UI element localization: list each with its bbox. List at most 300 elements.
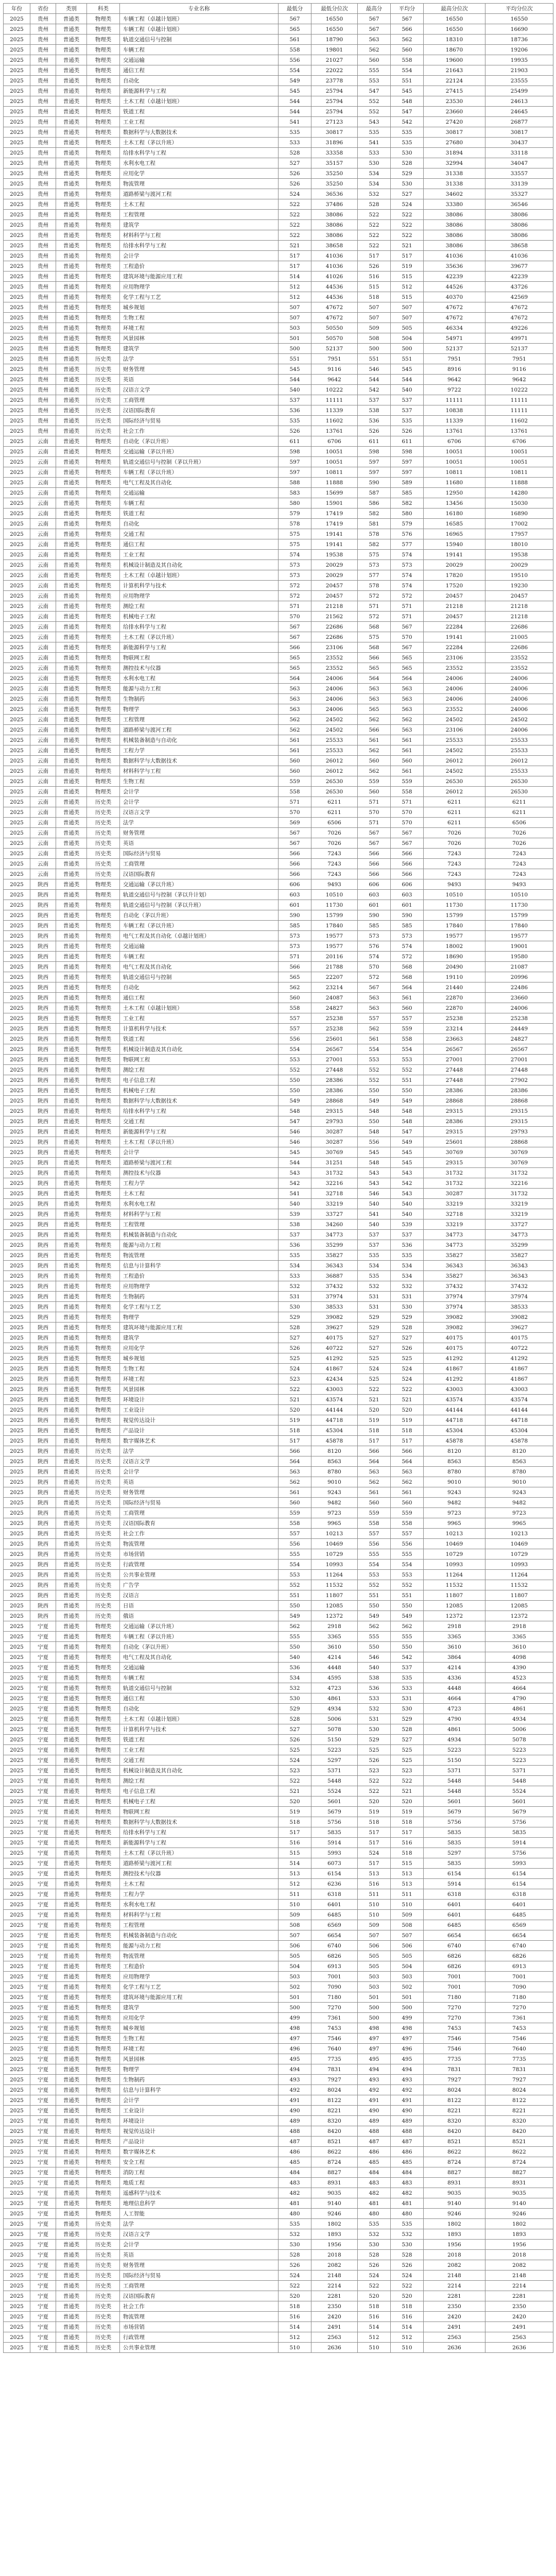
cell-year: 2025 [4, 1189, 30, 1199]
cell-category: 普通类 [56, 375, 87, 385]
cell-min-score: 532 [279, 1281, 311, 1292]
table-row [4, 1951, 553, 1961]
cell-subject-track: 物理类 [87, 1755, 120, 1766]
cell-max-rank: 35827 [424, 1250, 485, 1261]
cell-max-rank: 7735 [424, 2054, 485, 2064]
cell-major-name: 信息与计算科学 [120, 2085, 279, 2095]
cell-major-name: 自动化 [120, 76, 279, 86]
cell-avg-score: 500 [391, 2003, 424, 2013]
cell-avg-score: 559 [391, 1024, 424, 1034]
cell-year: 2025 [4, 2126, 30, 2137]
cell-max-score: 536 [358, 416, 391, 426]
cell-year: 2025 [4, 673, 30, 684]
header-min-rank: 最低分位次 [311, 4, 358, 14]
cell-year: 2025 [4, 1632, 30, 1642]
cell-year: 2025 [4, 405, 30, 416]
cell-max-rank: 10051 [424, 447, 485, 457]
cell-province: 贵州 [30, 323, 56, 333]
cell-subject-track: 物理类 [87, 1766, 120, 1776]
cell-avg-rank: 29793 [485, 1127, 553, 1137]
cell-max-rank: 41867 [424, 1364, 485, 1374]
cell-avg-rank: 32216 [485, 1178, 553, 1189]
cell-avg-score: 567 [391, 14, 424, 24]
cell-category: 普通类 [56, 879, 87, 890]
cell-avg-score: 545 [391, 1158, 424, 1168]
cell-max-rank: 8120 [424, 1446, 485, 1456]
cell-province: 贵州 [30, 405, 56, 416]
cell-year: 2025 [4, 2033, 30, 2044]
cell-category: 普通类 [56, 1292, 87, 1302]
cell-avg-rank: 27448 [485, 1065, 553, 1075]
cell-min-score: 565 [279, 972, 311, 982]
cell-province: 云南 [30, 560, 56, 570]
cell-province: 贵州 [30, 117, 56, 127]
cell-province: 宁夏 [30, 1663, 56, 1673]
cell-category: 普通类 [56, 1271, 87, 1281]
cell-major-name: 计算机科学与技术 [120, 1724, 279, 1735]
cell-max-score: 567 [358, 24, 391, 35]
cell-subject-track: 物理类 [87, 1013, 120, 1024]
cell-min-rank: 5914 [311, 1838, 358, 1848]
cell-subject-track: 物理类 [87, 45, 120, 55]
cell-avg-rank: 2420 [485, 2312, 553, 2322]
table-row [4, 1055, 553, 1065]
cell-province: 云南 [30, 694, 56, 704]
cell-max-rank: 26012 [424, 756, 485, 766]
cell-min-rank: 32216 [311, 1178, 358, 1189]
cell-subject-track: 物理类 [87, 2023, 120, 2033]
table-row [4, 1961, 553, 1972]
cell-avg-score: 493 [391, 2075, 424, 2085]
cell-province: 贵州 [30, 375, 56, 385]
cell-subject-track: 物理类 [87, 2054, 120, 2064]
cell-province: 陕西 [30, 1518, 56, 1529]
cell-province: 云南 [30, 632, 56, 642]
cell-min-score: 563 [279, 694, 311, 704]
cell-province: 陕西 [30, 1467, 56, 1477]
cell-avg-rank: 25533 [485, 735, 553, 745]
cell-min-score: 563 [279, 1467, 311, 1477]
cell-avg-rank: 12085 [485, 1601, 553, 1611]
cell-year: 2025 [4, 282, 30, 292]
table-row [4, 2270, 553, 2281]
cell-category: 普通类 [56, 1786, 87, 1797]
cell-min-score: 500 [279, 344, 311, 354]
cell-avg-rank: 6154 [485, 1869, 553, 1879]
cell-max-rank: 4448 [424, 1683, 485, 1693]
cell-max-score: 597 [358, 467, 391, 478]
cell-avg-score: 532 [391, 1281, 424, 1292]
table-row [4, 982, 553, 993]
cell-min-rank: 21218 [311, 601, 358, 612]
cell-subject-track: 历史类 [87, 1549, 120, 1560]
table-row [4, 766, 553, 776]
cell-year: 2025 [4, 1405, 30, 1415]
cell-max-rank: 11111 [424, 395, 485, 405]
cell-category: 普通类 [56, 467, 87, 478]
cell-avg-rank: 2214 [485, 2281, 553, 2291]
cell-max-rank: 4861 [424, 1724, 485, 1735]
cell-min-score: 579 [279, 509, 311, 519]
cell-max-score: 560 [358, 787, 391, 797]
cell-year: 2025 [4, 1611, 30, 1621]
cell-max-rank: 20457 [424, 591, 485, 601]
cell-max-rank: 5914 [424, 1879, 485, 1889]
cell-max-rank: 38086 [424, 241, 485, 251]
cell-year: 2025 [4, 1766, 30, 1776]
cell-category: 普通类 [56, 642, 87, 653]
cell-max-rank: 19600 [424, 55, 485, 65]
cell-avg-score: 521 [391, 1395, 424, 1405]
cell-major-name: 电子信息工程 [120, 1075, 279, 1086]
cell-avg-rank: 40722 [485, 1343, 553, 1353]
cell-avg-rank: 35299 [485, 1240, 553, 1250]
cell-province: 陕西 [30, 1075, 56, 1086]
cell-avg-rank: 8622 [485, 2147, 553, 2157]
cell-min-rank: 17419 [311, 519, 358, 529]
cell-category: 普通类 [56, 2137, 87, 2147]
table-row [4, 1858, 553, 1869]
table-row [4, 14, 553, 24]
cell-avg-rank: 5006 [485, 1724, 553, 1735]
cell-max-score: 483 [358, 2178, 391, 2188]
cell-avg-score: 567 [391, 622, 424, 632]
cell-subject-track: 物理类 [87, 251, 120, 261]
cell-max-score: 506 [358, 1941, 391, 1951]
cell-max-score: 566 [358, 1446, 391, 1456]
cell-min-score: 544 [279, 96, 311, 107]
cell-province: 陕西 [30, 1570, 56, 1580]
cell-major-name: 物联网工程 [120, 1807, 279, 1817]
cell-max-score: 585 [358, 921, 391, 931]
cell-min-score: 510 [279, 1900, 311, 1910]
cell-major-name: 工商管理 [120, 1508, 279, 1518]
cell-province: 陕西 [30, 890, 56, 900]
cell-max-rank: 8827 [424, 2167, 485, 2178]
cell-min-rank: 8622 [311, 2147, 358, 2157]
cell-year: 2025 [4, 210, 30, 220]
cell-category: 普通类 [56, 199, 87, 210]
cell-avg-rank: 22686 [485, 622, 553, 632]
cell-max-score: 565 [358, 663, 391, 673]
table-row [4, 292, 553, 302]
cell-subject-track: 物理类 [87, 179, 120, 189]
table-row [4, 807, 553, 818]
cell-subject-track: 物理类 [87, 1075, 120, 1086]
cell-max-score: 572 [358, 591, 391, 601]
cell-avg-rank: 27001 [485, 1055, 553, 1065]
table-row [4, 849, 553, 859]
cell-min-score: 508 [279, 1920, 311, 1930]
table-row [4, 2332, 553, 2343]
cell-avg-rank: 4790 [485, 1693, 553, 1704]
cell-avg-score: 606 [391, 879, 424, 890]
cell-min-rank: 6211 [311, 807, 358, 818]
cell-major-name: 会计学 [120, 251, 279, 261]
cell-max-rank: 37432 [424, 1281, 485, 1292]
cell-max-rank: 46334 [424, 323, 485, 333]
cell-min-score: 553 [279, 1570, 311, 1580]
cell-year: 2025 [4, 1982, 30, 1992]
cell-category: 普通类 [56, 1539, 87, 1549]
cell-avg-rank: 26530 [485, 776, 553, 787]
table-row [4, 910, 553, 921]
cell-min-score: 509 [279, 1910, 311, 1920]
cell-subject-track: 物理类 [87, 1642, 120, 1652]
cell-max-score: 511 [358, 1889, 391, 1900]
cell-subject-track: 物理类 [87, 65, 120, 76]
cell-avg-score: 551 [391, 354, 424, 364]
cell-avg-score: 563 [391, 704, 424, 715]
cell-year: 2025 [4, 1086, 30, 1096]
cell-max-score: 503 [358, 1982, 391, 1992]
cell-max-rank: 10993 [424, 1560, 485, 1570]
cell-year: 2025 [4, 1384, 30, 1395]
cell-min-score: 486 [279, 2147, 311, 2157]
cell-major-name: 计算机科学与技术 [120, 581, 279, 591]
cell-province: 宁夏 [30, 2023, 56, 2033]
cell-category: 普通类 [56, 1147, 87, 1158]
cell-max-score: 562 [358, 1621, 391, 1632]
cell-category: 普通类 [56, 55, 87, 65]
cell-year: 2025 [4, 1683, 30, 1693]
cell-avg-rank: 25238 [485, 1013, 553, 1024]
cell-year: 2025 [4, 76, 30, 86]
cell-year: 2025 [4, 2188, 30, 2198]
cell-min-rank: 6485 [311, 1910, 358, 1920]
cell-max-score: 512 [358, 2332, 391, 2343]
cell-major-name: 道路桥梁与渡河工程 [120, 725, 279, 735]
cell-max-rank: 29315 [424, 1127, 485, 1137]
cell-year: 2025 [4, 1580, 30, 1590]
cell-min-score: 499 [279, 2013, 311, 2023]
cell-year: 2025 [4, 1456, 30, 1467]
cell-min-rank: 10811 [311, 467, 358, 478]
cell-subject-track: 物理类 [87, 1086, 120, 1096]
cell-max-rank: 44526 [424, 282, 485, 292]
cell-subject-track: 物理类 [87, 1673, 120, 1683]
cell-min-rank: 10729 [311, 1549, 358, 1560]
table-row [4, 1601, 553, 1611]
cell-min-score: 552 [279, 1580, 311, 1590]
cell-year: 2025 [4, 1961, 30, 1972]
cell-avg-score: 521 [391, 241, 424, 251]
cell-avg-rank: 40175 [485, 1333, 553, 1343]
cell-min-score: 544 [279, 107, 311, 117]
cell-avg-score: 537 [391, 405, 424, 416]
cell-year: 2025 [4, 509, 30, 519]
cell-major-name: 交通运输（茅以升班） [120, 447, 279, 457]
cell-category: 普通类 [56, 745, 87, 756]
cell-min-score: 492 [279, 2085, 311, 2095]
cell-category: 普通类 [56, 1302, 87, 1312]
cell-avg-rank: 43003 [485, 1384, 553, 1395]
cell-max-score: 555 [358, 65, 391, 76]
cell-max-score: 494 [358, 2064, 391, 2075]
table-body [4, 14, 553, 2353]
cell-subject-track: 物理类 [87, 1910, 120, 1920]
cell-min-rank: 11730 [311, 900, 358, 910]
cell-max-rank: 8320 [424, 2116, 485, 2126]
cell-major-name: 社会工作 [120, 2301, 279, 2312]
cell-major-name: 数据科学与大数据技术 [120, 1096, 279, 1106]
cell-category: 普通类 [56, 1374, 87, 1384]
cell-min-score: 511 [279, 1889, 311, 1900]
cell-category: 普通类 [56, 2013, 87, 2023]
cell-year: 2025 [4, 416, 30, 426]
cell-avg-score: 536 [391, 1240, 424, 1250]
cell-max-score: 598 [358, 447, 391, 457]
cell-avg-score: 484 [391, 2167, 424, 2178]
cell-province: 宁夏 [30, 1920, 56, 1930]
cell-category: 普通类 [56, 632, 87, 642]
cell-max-rank: 13456 [424, 498, 485, 509]
cell-min-rank: 39627 [311, 1323, 358, 1333]
cell-min-rank: 19577 [311, 941, 358, 952]
cell-major-name: 能源与动力工程 [120, 1240, 279, 1250]
table-row [4, 2116, 553, 2126]
cell-major-name: 产品设计 [120, 1426, 279, 1436]
cell-avg-rank: 10811 [485, 467, 553, 478]
cell-year: 2025 [4, 1539, 30, 1549]
cell-avg-rank: 11264 [485, 1570, 553, 1580]
cell-province: 陕西 [30, 1312, 56, 1323]
cell-max-score: 530 [358, 1724, 391, 1735]
cell-avg-score: 535 [391, 416, 424, 426]
cell-avg-rank: 20996 [485, 972, 553, 982]
cell-max-rank: 5835 [424, 1858, 485, 1869]
cell-avg-rank: 3610 [485, 1642, 553, 1652]
cell-max-rank: 7243 [424, 869, 485, 879]
cell-category: 普通类 [56, 1055, 87, 1065]
cell-max-score: 526 [358, 426, 391, 436]
cell-min-rank: 5297 [311, 1755, 358, 1766]
cell-avg-score: 549 [391, 1096, 424, 1106]
cell-subject-track: 物理类 [87, 1003, 120, 1013]
cell-subject-track: 物理类 [87, 2106, 120, 2116]
cell-min-rank: 21562 [311, 612, 358, 622]
cell-max-score: 501 [358, 1992, 391, 2003]
cell-province: 贵州 [30, 179, 56, 189]
cell-subject-track: 物理类 [87, 756, 120, 766]
table-row [4, 1621, 553, 1632]
cell-max-rank: 36343 [424, 1261, 485, 1271]
cell-subject-track: 物理类 [87, 2157, 120, 2167]
cell-avg-score: 518 [391, 1848, 424, 1858]
cell-major-name: 车辆工程 [120, 498, 279, 509]
cell-max-rank: 5756 [424, 1817, 485, 1827]
cell-major-name: 能源与动力工程 [120, 1941, 279, 1951]
cell-min-score: 597 [279, 457, 311, 467]
cell-category: 普通类 [56, 993, 87, 1003]
cell-min-rank: 36536 [311, 189, 358, 199]
cell-max-score: 566 [358, 725, 391, 735]
cell-max-rank: 24502 [424, 766, 485, 776]
cell-max-score: 543 [358, 1168, 391, 1178]
cell-major-name: 道路桥梁与渡河工程 [120, 1158, 279, 1168]
cell-min-score: 540 [279, 1199, 311, 1209]
cell-max-score: 540 [358, 1663, 391, 1673]
cell-subject-track: 物理类 [87, 1323, 120, 1333]
cell-avg-rank: 10510 [485, 890, 553, 900]
cell-min-score: 541 [279, 117, 311, 127]
cell-min-rank: 9723 [311, 1508, 358, 1518]
cell-min-score: 571 [279, 797, 311, 807]
table-row [4, 45, 553, 55]
cell-category: 普通类 [56, 1590, 87, 1601]
cell-max-score: 574 [358, 952, 391, 962]
cell-subject-track: 物理类 [87, 261, 120, 272]
cell-max-score: 495 [358, 2054, 391, 2064]
cell-max-score: 568 [358, 642, 391, 653]
cell-min-rank: 7927 [311, 2075, 358, 2085]
table-row [4, 1116, 553, 1127]
cell-max-rank: 38086 [424, 210, 485, 220]
cell-max-score: 572 [358, 972, 391, 982]
cell-province: 云南 [30, 447, 56, 457]
cell-subject-track: 历史类 [87, 1590, 120, 1601]
cell-province: 云南 [30, 807, 56, 818]
cell-year: 2025 [4, 756, 30, 766]
cell-min-score: 535 [279, 416, 311, 426]
cell-province: 宁夏 [30, 1786, 56, 1797]
cell-avg-rank: 24613 [485, 96, 553, 107]
table-row [4, 1456, 553, 1467]
cell-year: 2025 [4, 1127, 30, 1137]
table-row [4, 745, 553, 756]
cell-major-name: 市场营销 [120, 1549, 279, 1560]
cell-max-rank: 19141 [424, 632, 485, 642]
cell-min-score: 524 [279, 1364, 311, 1374]
cell-max-score: 606 [358, 879, 391, 890]
cell-province: 陕西 [30, 1323, 56, 1333]
cell-min-score: 601 [279, 900, 311, 910]
cell-category: 普通类 [56, 725, 87, 735]
table-row [4, 1178, 553, 1189]
cell-min-score: 522 [279, 1776, 311, 1786]
cell-avg-rank: 5078 [485, 1735, 553, 1745]
table-row [4, 2003, 553, 2013]
cell-category: 普通类 [56, 869, 87, 879]
cell-max-score: 575 [358, 550, 391, 560]
cell-max-rank: 27448 [424, 1065, 485, 1075]
cell-province: 宁夏 [30, 2054, 56, 2064]
cell-min-rank: 10510 [311, 890, 358, 900]
cell-avg-score: 524 [391, 2270, 424, 2281]
cell-year: 2025 [4, 148, 30, 158]
cell-max-rank: 18690 [424, 952, 485, 962]
table-row [4, 313, 553, 323]
cell-province: 陕西 [30, 1189, 56, 1199]
cell-avg-rank: 38086 [485, 230, 553, 241]
cell-category: 普通类 [56, 158, 87, 168]
cell-major-name: 会计学 [120, 787, 279, 797]
cell-min-rank: 33727 [311, 1209, 358, 1219]
cell-min-rank: 7026 [311, 838, 358, 849]
cell-avg-score: 525 [391, 1353, 424, 1364]
cell-max-rank: 39082 [424, 1323, 485, 1333]
cell-avg-score: 558 [391, 55, 424, 65]
table-row [4, 601, 553, 612]
cell-min-rank: 16550 [311, 14, 358, 24]
cell-max-score: 552 [358, 1075, 391, 1086]
cell-subject-track: 历史类 [87, 828, 120, 838]
cell-min-rank: 2563 [311, 2332, 358, 2343]
cell-max-score: 522 [358, 220, 391, 230]
cell-max-score: 493 [358, 2075, 391, 2085]
cell-min-score: 527 [279, 158, 311, 168]
cell-category: 普通类 [56, 323, 87, 333]
